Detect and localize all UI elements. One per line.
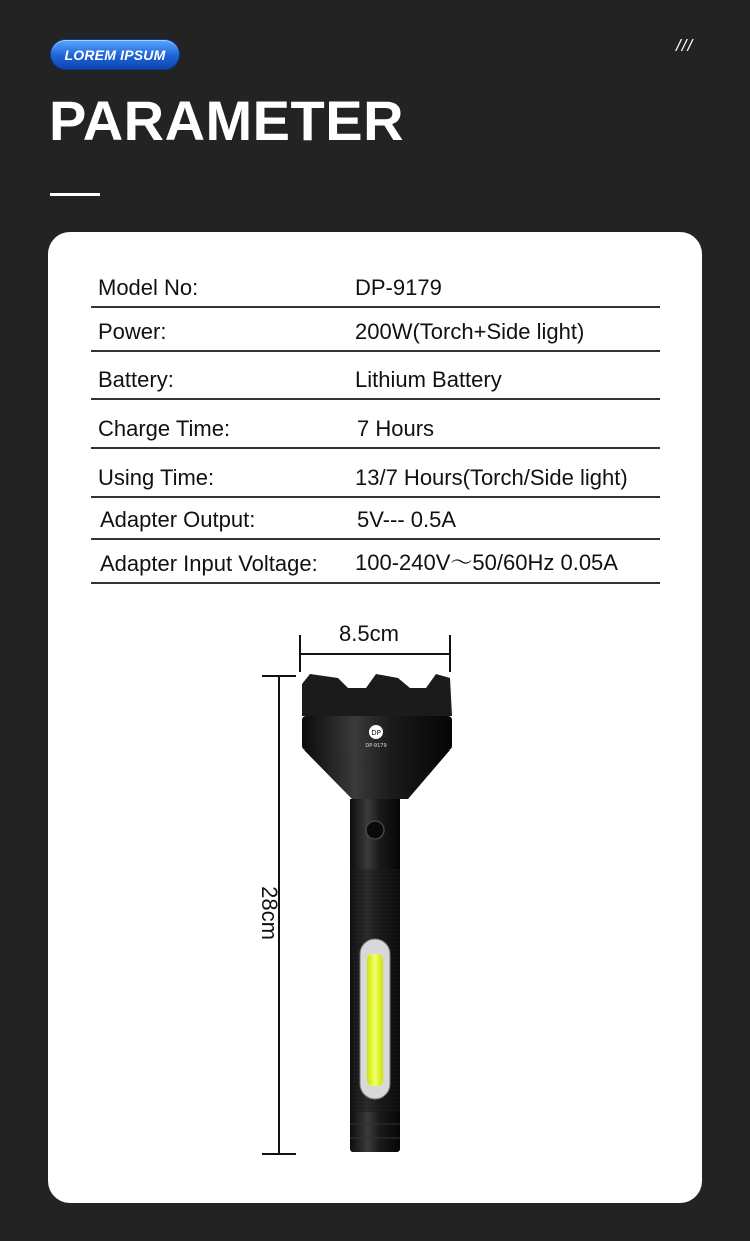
spec-label: Battery: [98, 367, 174, 392]
flashlight-body [350, 799, 400, 1152]
spec-label: Charge Time: [98, 416, 231, 441]
spec-label: Adapter Input Voltage: [100, 551, 318, 576]
spec-value: DP-9179 [355, 275, 442, 300]
cob-side-light [367, 954, 383, 1086]
title-underline [50, 193, 100, 196]
spec-value: 7 Hours [357, 416, 435, 441]
spec-value: 5V--- 0.5A [357, 507, 457, 532]
spec-value: 13/7 Hours(Torch/Side light) [355, 465, 628, 490]
product-model-print: DP-9179 [365, 743, 387, 749]
flashlight-head [302, 674, 452, 799]
spec-value: 100-240V～50/60Hz 0.05A [355, 550, 618, 575]
spec-label: Model No: [98, 275, 199, 300]
width-dimension-label: 8.5cm [339, 621, 399, 646]
spec-label: Power: [98, 319, 167, 344]
lorem-ipsum-badge: LOREM IPSUM [51, 40, 179, 69]
product-logo-text: DP [371, 729, 381, 737]
power-button [366, 821, 384, 839]
flashlight-figure [48, 232, 702, 1203]
spec-value: 200W(Torch+Side light) [355, 319, 585, 344]
spec-label: Adapter Output: [100, 507, 256, 532]
height-dimension-label: 28cm [256, 886, 282, 940]
spec-label: Using Time: [98, 465, 215, 490]
corner-slashes: /// [676, 36, 694, 55]
parameter-card [48, 232, 702, 1203]
spec-value: Lithium Battery [355, 367, 502, 392]
page-title: PARAMETER [49, 89, 405, 152]
